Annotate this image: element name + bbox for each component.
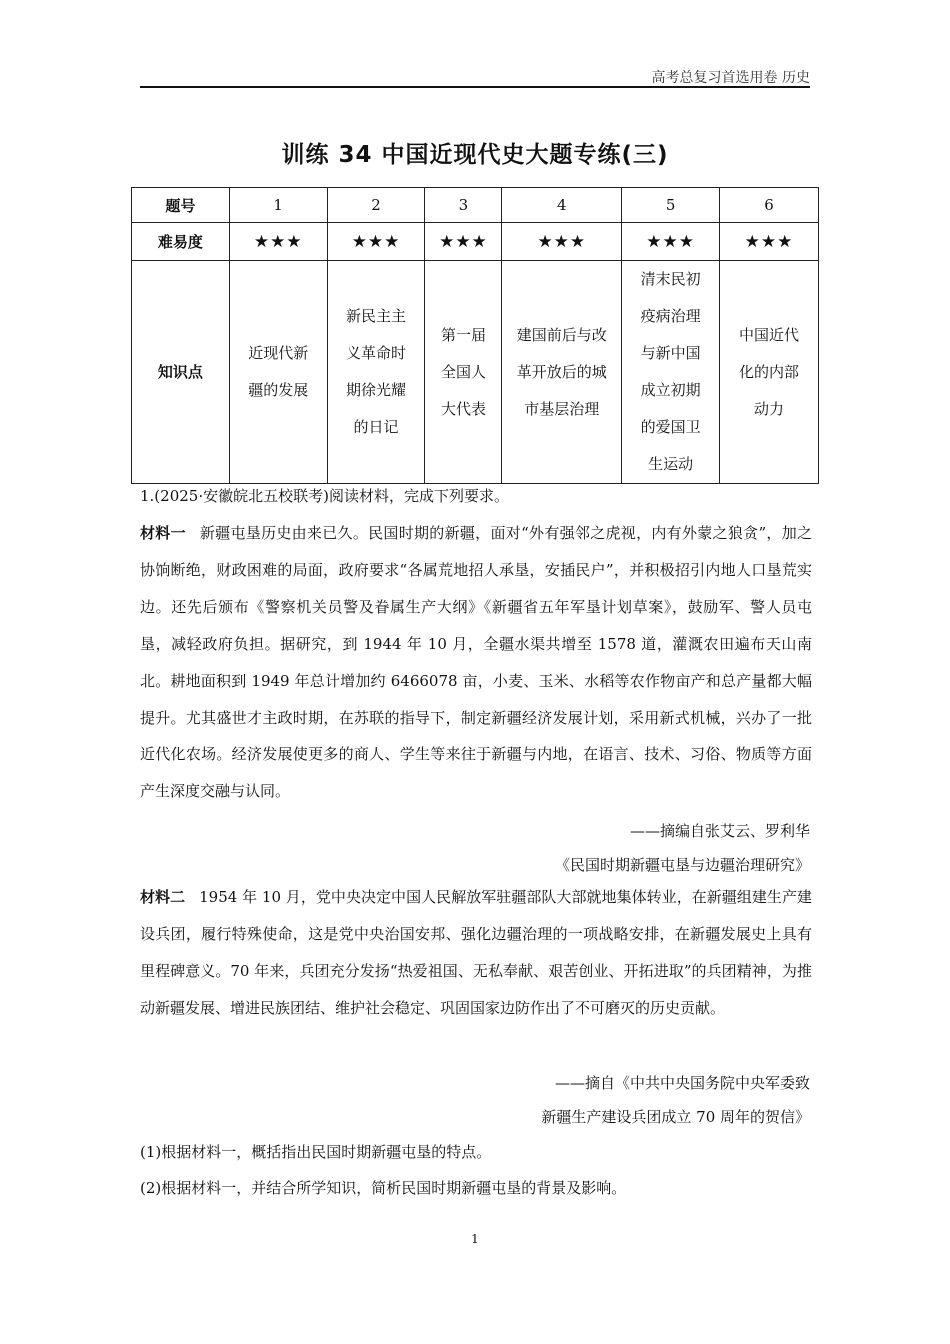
- knowledge-cell: [720, 261, 819, 484]
- knowledge-cell: [425, 261, 502, 484]
- knowledge-table: [131, 187, 819, 484]
- difficulty-stars: ★★★: [720, 223, 819, 261]
- knowledge-line: 生运动: [648, 455, 694, 473]
- sub-question-2: (2)根据材料一，并结合所学知识，简析民国时期新疆屯垦的背景及影响。: [140, 1179, 627, 1197]
- row-label-knowledge: 知识点: [132, 261, 230, 484]
- knowledge-line: 新民主主: [346, 307, 407, 325]
- material-two-label: 材料二: [140, 888, 186, 906]
- material-two-source-line2: 新疆生产建设兵团成立 70 周年的贺信》: [541, 1108, 810, 1126]
- knowledge-line: 期徐光耀: [346, 381, 407, 399]
- material-two-text: 1954 年 10 月，党中央决定中国人民解放军驻疆部队大部就地集体转业，在新疆组建生产建设兵团，履行特殊使命，这是党中央治国安邦、强化边疆治理的一项战略安排，在新疆发展史上具有里程碑意义。70 年来，兵团充分发扬“热爱祖国、无私奉献、艰苦创业、开拓进取”的兵团精神，为推动新疆发展、增进民族团结、维护社会稳定、巩固国家边防作出了不可磨灭的历史贡献。: [140, 888, 812, 1017]
- header-text: 高考总复习首选用卷 历史: [651, 70, 810, 86]
- row-label-difficulty: 难易度: [132, 223, 230, 261]
- difficulty-stars: ★★★: [229, 223, 327, 261]
- difficulty-stars: ★★★: [327, 223, 425, 261]
- knowledge-line: 市基层治理: [524, 399, 600, 418]
- header-rule: [140, 86, 810, 88]
- knowledge-line: 第一届: [440, 325, 486, 344]
- material-one-text: 新疆屯垦历史由来已久。民国时期的新疆，面对“外有强邻之虎视，内有外蒙之狼贪”，加之协饷断绝，财政困难的局面，政府要求“各属荒地招人承垦，安插民户”，并积极招引内地人口垦荒实边。还先后颁布《警察机关员警及眷属生产大纲》《新疆省五年军垦计划草案》，鼓励军、警人员屯垦，减轻政府负担。据研究，到 1944 年 10 月，全疆水渠共增至 1578 道，灌溉农田遍布天山南北。耕地面积到 1949 年总计增加约 6466078 亩，小麦、玉米、水稻等农作物亩产和总产量都大幅提升。尤其盛世才主政时期，在苏联的指导下，制定新疆经济发展计划，采用新式机械，兴办了一批近代化农场。经济发展使更多的商人、学生等来往于新疆与内地，在语言、技术、习俗、物质等方面产生深度交融与认同。: [140, 524, 812, 801]
- knowledge-line: 成立初期: [640, 381, 701, 399]
- difficulty-stars: ★★★: [502, 223, 622, 261]
- table-row-number: [132, 188, 819, 223]
- difficulty-stars: ★★★: [425, 223, 502, 261]
- number-cell: 5: [622, 188, 720, 223]
- knowledge-line: 大代表: [440, 399, 486, 418]
- knowledge-cell: [502, 261, 622, 484]
- material-one: [140, 515, 812, 810]
- number-cell: 6: [720, 188, 819, 223]
- knowledge-cell: [622, 261, 720, 484]
- knowledge-cell: [229, 261, 327, 484]
- knowledge-line: 化的内部: [739, 362, 800, 381]
- number-cell: 3: [425, 188, 502, 223]
- page-number: 1: [471, 1232, 479, 1246]
- knowledge-line: 疆的发展: [248, 381, 309, 399]
- knowledge-line: 清末民初: [640, 270, 701, 288]
- question-intro: 1.(2025·安徽皖北五校联考)阅读材料，完成下列要求。: [140, 487, 509, 505]
- material-one-source-line2: 《民国时期新疆屯垦与边疆治理研究》: [554, 856, 810, 874]
- knowledge-line: 的爱国卫: [640, 418, 701, 436]
- material-two: [140, 879, 812, 1027]
- knowledge-line: 动力: [754, 399, 785, 418]
- knowledge-line: 疫病治理: [640, 307, 701, 325]
- number-cell: 4: [502, 188, 622, 223]
- knowledge-line: 全国人: [440, 362, 486, 381]
- knowledge-line: 义革命时: [346, 344, 407, 362]
- table-row-difficulty: [132, 223, 819, 261]
- number-cell: 2: [327, 188, 425, 223]
- knowledge-line: 的日记: [353, 418, 399, 436]
- number-cell: 1: [229, 188, 327, 223]
- knowledge-line: 革开放后的城: [516, 362, 607, 381]
- knowledge-line: 建国前后与改: [516, 325, 607, 344]
- row-label-number: 题号: [132, 188, 230, 223]
- material-one-label: 材料一: [140, 524, 186, 542]
- material-two-source-line1: ——摘自《中共中央国务院中央军委致: [554, 1074, 810, 1092]
- page-title: 训练 34 中国近现代史大题专练(三): [281, 142, 669, 168]
- knowledge-line: 与新中国: [640, 344, 701, 362]
- knowledge-cell: [327, 261, 425, 484]
- knowledge-line: 中国近代: [739, 325, 800, 344]
- difficulty-stars: ★★★: [622, 223, 720, 261]
- sub-question-1: (1)根据材料一，概括指出民国时期新疆屯垦的特点。: [140, 1143, 492, 1161]
- knowledge-line: 近现代新: [248, 344, 309, 362]
- table-row-knowledge: [132, 261, 819, 484]
- material-one-source-line1: ——摘编自张艾云、罗利华: [629, 822, 810, 840]
